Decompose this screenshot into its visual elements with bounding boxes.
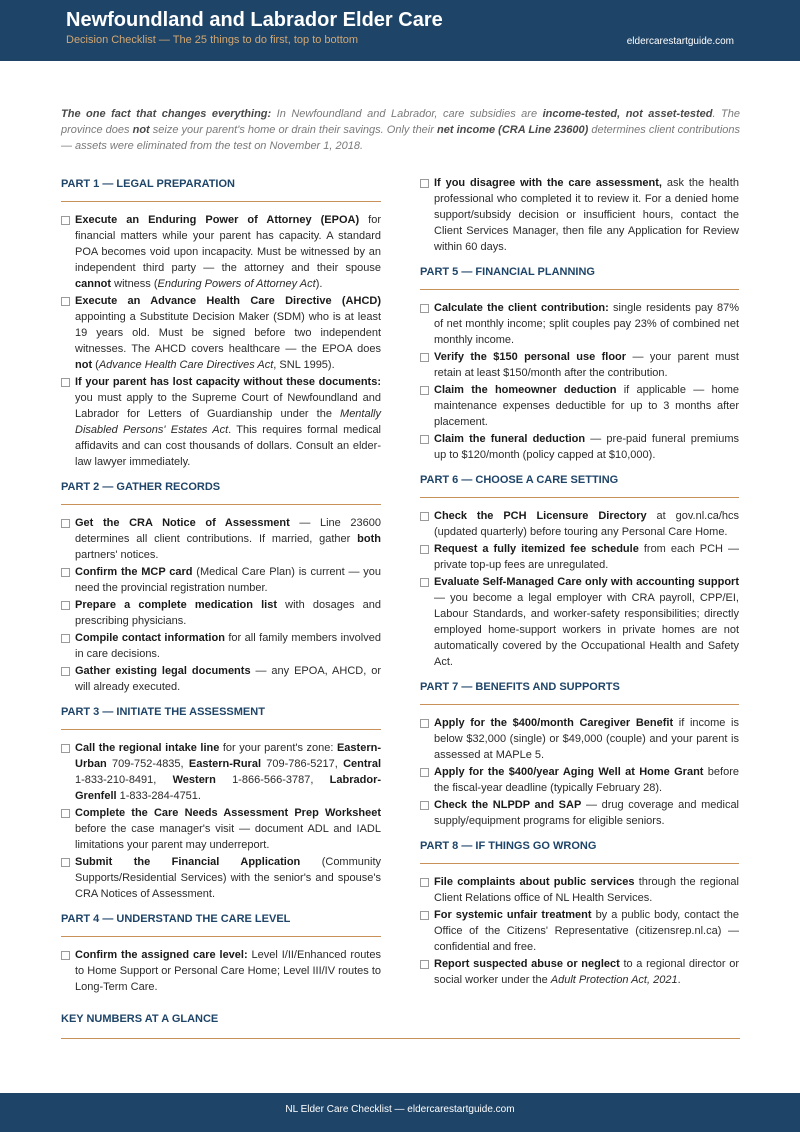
- item-text: if applicable — home maintenance expenses deductible for up to 3 months after placement.: [434, 384, 739, 428]
- left-column: [61, 175, 381, 1003]
- checklist-item: [420, 797, 739, 829]
- intro-text: . The province does: [61, 108, 740, 136]
- checklist-item: [61, 854, 381, 902]
- item-lead: Report suspected abuse or neglect: [434, 958, 620, 970]
- item-text: , SNL 1995).: [273, 359, 335, 371]
- item-lead: If you disagree with the care assessment,: [434, 177, 662, 189]
- checklist-item: [420, 574, 739, 670]
- checkbox[interactable]: [420, 435, 429, 444]
- intro-text: determines client contributions — assets were eliminated from the test on November 1, 2018.: [61, 124, 741, 152]
- item-emphasis: both: [357, 533, 381, 545]
- part-5-financial-planning: [420, 263, 739, 463]
- checklist-item: [420, 508, 739, 540]
- item-lead: Execute an Enduring Power of Attorney (EPOA): [75, 214, 360, 226]
- item-text: 1-866-566-3787,: [215, 774, 330, 786]
- item-lead: Call the regional intake line: [75, 742, 220, 754]
- checklist-item: [61, 597, 381, 629]
- checklist-item: [420, 715, 739, 763]
- checkbox[interactable]: [61, 858, 70, 867]
- checkbox[interactable]: [420, 304, 429, 313]
- item-emphasis: Central: [343, 758, 382, 770]
- item-emphasis: Western: [172, 774, 216, 786]
- item-citation: Mentally Disabled Persons' Estates Act: [75, 408, 381, 436]
- item-lead: Apply for the $400/month Caregiver Benefit: [434, 717, 674, 729]
- item-text: for all family members involved in care decisions.: [75, 632, 381, 660]
- checklist-item: [420, 907, 739, 955]
- item-lead: Check the NLPDP and SAP: [434, 799, 582, 811]
- part-7-benefits-supports: [420, 678, 739, 829]
- item-citation: Enduring Powers of Attorney Act: [157, 278, 316, 290]
- checklist-item: [420, 175, 739, 255]
- section-divider: [61, 936, 381, 937]
- document-title: Newfoundland and Labrador Elder Care: [66, 9, 443, 31]
- checkbox[interactable]: [420, 578, 429, 587]
- item-text: — your parent must retain at least $150/month after the contribution.: [434, 351, 739, 379]
- part-3-initiate-assessment: [61, 703, 381, 902]
- item-lead: Gather existing legal documents: [75, 665, 251, 677]
- section-heading: PART 2 — GATHER RECORDS: [61, 481, 221, 493]
- checklist-item: [61, 564, 381, 596]
- section-divider: [61, 504, 381, 505]
- part-8-if-things-go-wrong: [420, 837, 739, 988]
- item-text: (Medical Care Plan) is current — you need the provincial registration number.: [75, 566, 381, 594]
- item-lead: File complaints about public services: [434, 876, 635, 888]
- item-text: you must apply to the Supreme Court of Newfoundland and Labrador for Letters of Guardianship under the: [75, 392, 381, 420]
- checkbox[interactable]: [420, 960, 429, 969]
- item-text: to a regional director or social worker under the: [434, 958, 739, 986]
- footer-text: NL Elder Care Checklist — eldercarestartguide.com: [285, 1104, 515, 1115]
- item-text: from each PCH — private top-up fees are unregulated.: [434, 543, 739, 571]
- item-lead: Confirm the assigned care level:: [75, 949, 248, 961]
- item-lead: Compile contact information: [75, 632, 225, 644]
- checkbox[interactable]: [420, 878, 429, 887]
- section-divider: [420, 289, 739, 290]
- section-divider: [420, 497, 739, 498]
- section-heading: PART 3 — INITIATE THE ASSESSMENT: [61, 706, 265, 718]
- key-numbers-section: [61, 1010, 740, 1039]
- intro-text: seize your parent's home or drain their savings. Only their: [149, 124, 437, 136]
- item-lead: Apply for the $400/year Aging Well at Home Grant: [434, 766, 704, 778]
- page-header: [0, 0, 800, 61]
- section-heading: PART 7 — BENEFITS AND SUPPORTS: [420, 681, 620, 693]
- checklist-item: [420, 349, 739, 381]
- item-emphasis: cannot: [75, 278, 112, 290]
- part-2-gather-records: [61, 478, 381, 695]
- section-heading: PART 5 — FINANCIAL PLANNING: [420, 266, 595, 278]
- item-text: — drug coverage and medical supply/equipment programs for eligible seniors.: [434, 799, 739, 827]
- item-text: through the regional Client Relations office of NL Health Services.: [434, 876, 739, 904]
- right-column: [420, 175, 739, 996]
- checkbox[interactable]: [420, 512, 429, 521]
- item-text: 709-752-4835,: [106, 758, 189, 770]
- item-text: before the case manager's visit — document ADL and IADL limitations your parent may underreport.: [75, 823, 381, 851]
- section-heading: KEY NUMBERS AT A GLANCE: [61, 1013, 219, 1025]
- checklist-item: [61, 630, 381, 662]
- page-footer: [0, 1093, 800, 1132]
- item-lead: Submit the Financial Application: [75, 856, 301, 868]
- checkbox[interactable]: [61, 297, 70, 306]
- item-text: (Community Supports/Residential Services) with the senior's and spouse's CRA Notices of Assessment.: [75, 856, 381, 900]
- item-lead: Verify the $150 personal use floor: [434, 351, 627, 363]
- item-text: 1-833-210-8491,: [75, 774, 173, 786]
- checkbox[interactable]: [61, 601, 70, 610]
- checklist-item: [420, 300, 739, 348]
- item-text: (: [92, 359, 99, 371]
- checkbox[interactable]: [61, 378, 70, 387]
- checkbox[interactable]: [420, 386, 429, 395]
- item-text: 709-786-5217,: [261, 758, 344, 770]
- checklist-item: [61, 947, 381, 995]
- item-text: ask the health professional who completed it to review it. For a denied home support/subsidy decision or insufficient hours, contact the Client Services Manager, then file any Application for Review within 60 days.: [434, 177, 739, 253]
- checkbox[interactable]: [420, 545, 429, 554]
- item-lead: Calculate the client contribution:: [434, 302, 609, 314]
- section-divider: [61, 1038, 740, 1039]
- header-site-link[interactable]: eldercarestartguide.com: [626, 36, 734, 47]
- item-lead: For systemic unfair treatment: [434, 909, 592, 921]
- item-text: if income is below $32,000 (single) or $49,000 (couple) and your parent is assessed at MAPLe 5.: [434, 717, 739, 761]
- item-lead: Prepare a complete medication list: [75, 599, 277, 611]
- item-citation: Advance Health Care Directives Act: [98, 359, 274, 371]
- checklist-item: [61, 515, 381, 563]
- checklist-item: [420, 764, 739, 796]
- item-text: partners' notices.: [75, 549, 159, 561]
- item-text: for your parent's zone:: [219, 742, 337, 754]
- part-4-continued: [420, 175, 739, 255]
- checklist-item: [420, 431, 739, 463]
- section-heading: PART 6 — CHOOSE A CARE SETTING: [420, 474, 619, 486]
- section-divider: [420, 704, 739, 705]
- item-text: before the fiscal-year deadline (typically February 28).: [434, 766, 740, 794]
- checkbox[interactable]: [420, 353, 429, 362]
- item-lead: Check the PCH Licensure Directory: [434, 510, 647, 522]
- checklist-item: [61, 374, 381, 470]
- item-text: — Line 23600 determines all client contributions. If married, gather: [75, 517, 381, 545]
- checkbox[interactable]: [61, 667, 70, 676]
- item-text: ).: [315, 278, 323, 290]
- section-heading: PART 4 — UNDERSTAND THE CARE LEVEL: [61, 913, 291, 925]
- intro-paragraph: [61, 106, 740, 154]
- item-lead: Execute an Advance Health Care Directive (AHCD): [75, 295, 381, 307]
- item-text: Level I/II/Enhanced routes to Home Support or Personal Care Home; Level III/IV routes to Long-Term Care.: [75, 949, 381, 993]
- part-6-choose-care-setting: [420, 471, 739, 670]
- item-text: by a public body, contact the Office of the Citizens' Representative (citizensrep.nl.ca) — confidential and free.: [434, 909, 739, 953]
- document-subtitle: Decision Checklist — The 25 things to do first, top to bottom: [66, 34, 359, 46]
- item-lead: Claim the homeowner deduction: [434, 384, 617, 396]
- part-1-legal-preparation: [61, 175, 381, 470]
- item-text: — any EPOA, AHCD, or will already executed.: [75, 665, 381, 693]
- item-text: witness (: [111, 278, 158, 290]
- checkbox[interactable]: [420, 719, 429, 728]
- intro-emphasis: net income (CRA Line 23600): [437, 124, 589, 136]
- checklist-item: [61, 805, 381, 853]
- item-lead: Request a fully itemized fee schedule: [434, 543, 639, 555]
- checkbox[interactable]: [420, 179, 429, 188]
- checkbox[interactable]: [420, 801, 429, 810]
- intro-emphasis: income-tested, not asset-tested: [542, 108, 713, 120]
- item-text: with dosages and prescribing physicians.: [75, 599, 381, 627]
- checklist-item: [420, 382, 739, 430]
- item-lead: Claim the funeral deduction: [434, 433, 586, 445]
- checklist-item: [420, 541, 739, 573]
- checklist-item: [61, 740, 381, 804]
- checklist-item: [61, 663, 381, 695]
- item-text: at gov.nl.ca/hcs (updated quarterly) before touring any Personal Care Home.: [434, 510, 739, 538]
- item-lead: Evaluate Self-Managed Care only with accounting support: [434, 576, 739, 588]
- item-citation: Adult Protection Act, 2021: [550, 974, 678, 986]
- item-emphasis: Eastern-Urban: [75, 742, 381, 770]
- item-emphasis: not: [75, 359, 93, 371]
- item-text: .: [677, 974, 681, 986]
- checkbox[interactable]: [61, 568, 70, 577]
- checklist-item: [420, 956, 739, 988]
- item-text: . This requires formal medical affidavits and can cost thousands of dollars. Consult an elder-law lawyer immediately.: [75, 424, 381, 468]
- item-lead: Confirm the MCP card: [75, 566, 193, 578]
- part-4-understand-care-level: [61, 910, 381, 995]
- checkbox[interactable]: [420, 768, 429, 777]
- checkbox[interactable]: [61, 634, 70, 643]
- intro-lead: The one fact that changes everything:: [61, 108, 272, 120]
- checkbox[interactable]: [61, 216, 70, 225]
- item-lead: If your parent has lost capacity without these documents:: [75, 376, 381, 388]
- checklist-item: [61, 212, 381, 292]
- checkbox[interactable]: [61, 519, 70, 528]
- item-text: for financial matters while your parent has capacity. A standard POA becomes void upon incapacity. Must be witnessed by an independent third party — the attorney and their spouse: [75, 214, 381, 274]
- item-lead: Get the CRA Notice of Assessment: [75, 517, 290, 529]
- section-heading: PART 1 — LEGAL PREPARATION: [61, 178, 235, 190]
- checkbox[interactable]: [420, 911, 429, 920]
- intro-text: In Newfoundland and Labrador, care subsidies are: [271, 108, 543, 120]
- section-divider: [61, 729, 381, 730]
- item-emphasis: Eastern-Rural: [188, 758, 262, 770]
- section-heading: PART 8 — IF THINGS GO WRONG: [420, 840, 597, 852]
- item-emphasis: Labrador-Grenfell: [75, 774, 382, 802]
- item-text: single residents pay 87% of net monthly income; split couples pay 23% of combined net monthly income.: [434, 302, 739, 346]
- item-text: appointing a Substitute Decision Maker (SDM) who is at least 19 years old. Must be signed before two independent witnesses. The AHCD covers healthcare — the EPOA does: [75, 311, 381, 355]
- item-text: — you become a legal employer with CRA payroll, CPP/EI, Labour Standards, and worker-safety responsibilities; directly employed home-support workers in private homes are not automatically covered by the Occupational Health and Safety Act.: [434, 592, 739, 668]
- section-divider: [61, 201, 381, 202]
- item-text: 1-833-284-4751.: [116, 790, 201, 802]
- item-text: — pre-paid funeral premiums up to $120/month (policy capped at $10,000).: [434, 433, 739, 461]
- item-lead: Complete the Care Needs Assessment Prep Worksheet: [75, 807, 381, 819]
- checklist-item: [420, 874, 739, 906]
- checkbox[interactable]: [61, 951, 70, 960]
- checklist-item: [61, 293, 381, 373]
- checkbox[interactable]: [61, 744, 70, 753]
- checkbox[interactable]: [61, 809, 70, 818]
- section-divider: [420, 863, 739, 864]
- intro-emphasis: not: [132, 124, 150, 136]
